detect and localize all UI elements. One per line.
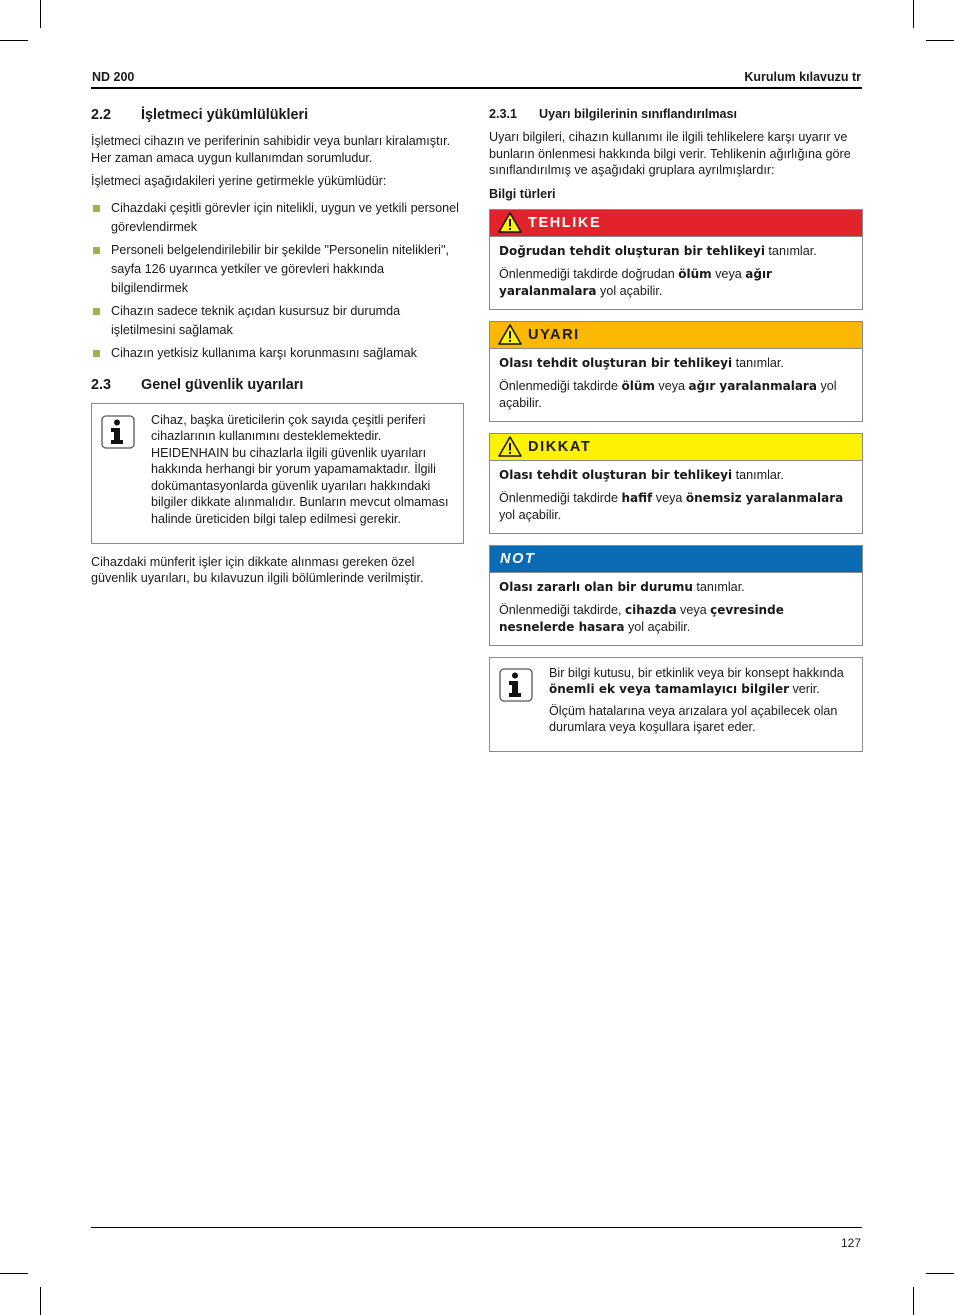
section-number: 2.3 <box>91 376 112 393</box>
hazard-consequence: Önlenmediği takdirde ölüm veya ağır yaralanmalara yol açabilir. <box>499 378 837 410</box>
paragraph: İşletmeci cihazın ve periferinin sahibidir veya bunları kiralamıştır. Her zaman amaca uygun kullanımdan sorumludur. <box>91 134 451 165</box>
signal-word: DIKKAT <box>528 438 592 455</box>
left-column <box>91 107 464 594</box>
subsection-heading <box>489 107 863 121</box>
hazard-consequence: Önlenmediği takdirde doğrudan ölüm veya ağır yaralanmalara yol açabilir. <box>499 266 772 298</box>
warning-triangle-icon <box>498 436 522 457</box>
info-box <box>489 657 863 752</box>
info-box <box>91 403 464 544</box>
caution-box <box>489 433 863 534</box>
signal-word: TEHLIKE <box>528 214 602 231</box>
crop-mark <box>0 1273 28 1274</box>
notice-bar <box>490 546 862 573</box>
header-doc-title: Kurulum kılavuzu tr <box>744 70 861 84</box>
crop-mark <box>40 0 41 28</box>
info-text: Cihaz, başka üreticilerin çok sayıda çeşitli periferi cihazlarının kullanımını desteklemektedir. HEIDENHAIN bu cihazlarla ilgili güvenlik uyarıları hakkında herhangi bir yorum yapamamaktadır. İlgili dokümantasyonlarda güvenlik uyarıları hakkındaki bilgiler dikkate alınmalıdır. Bunların mevcut olmaması halinde üreticiden bilgi talep edilmesi gerekir. <box>151 412 449 527</box>
warning-triangle-icon <box>498 324 522 345</box>
list-item: Cihazın yetkisiz kullanıma karşı korunmasını sağlamak <box>91 344 464 363</box>
warning-box <box>489 321 863 422</box>
info-text: Ölçüm hatalarına veya arızalara yol açabilecek olan durumlara veya koşullara işaret eder. <box>549 703 838 735</box>
info-text: Bir bilgi kutusu, bir etkinlik veya bir konsept hakkında önemli ek veya tamamlayıcı bilgiler verir. <box>549 665 844 697</box>
page-number: 127 <box>840 1236 861 1250</box>
paragraph: Uyarı bilgileri, cihazın kullanımı ile ilgili tehlikelere karşı uyarır ve bunların önlenmesi hakkında bilgi verir. Tehlikenin ağırlığına göre sınıflandırılmış ve aşağıdaki gruplara ayrılmışlardır: <box>489 130 851 177</box>
header-rule <box>91 87 862 89</box>
header-product: ND 200 <box>92 70 135 84</box>
bullet-square-icon <box>93 247 100 254</box>
notice-box <box>489 545 863 646</box>
signal-word: NOT <box>500 550 536 567</box>
crop-mark <box>0 40 28 41</box>
obligation-list <box>91 199 464 363</box>
caution-bar <box>490 434 862 461</box>
info-icon <box>101 415 135 449</box>
hazard-consequence: Önlenmediği takdirde, cihazda veya çevresinde nesnelerde hasara yol açabilir. <box>499 602 784 634</box>
crop-mark <box>913 0 914 28</box>
crop-mark <box>40 1287 41 1315</box>
section-heading <box>91 107 464 123</box>
paragraph: İşletmeci aşağıdakileri yerine getirmekle yükümlüdür: <box>91 174 387 188</box>
info-icon <box>499 668 533 702</box>
section-number: 2.2 <box>91 107 112 123</box>
bullet-square-icon <box>93 205 100 212</box>
list-item: Cihazdaki çeşitli görevler için nitelikli, uygun ve yetkili personel görevlendirmek <box>91 199 464 237</box>
paragraph: Cihazdaki münferit işler için dikkate alınması gereken özel güvenlik uyarıları, bu kılavuzun ilgili bölümlerinde verilmiştir. <box>91 554 424 586</box>
bullet-square-icon <box>93 350 100 357</box>
warning-triangle-icon <box>498 212 522 233</box>
section-title: Genel güvenlik uyarıları <box>141 376 304 393</box>
crop-mark <box>926 40 954 41</box>
crop-mark <box>913 1287 914 1315</box>
info-types-label: Bilgi türleri <box>489 186 556 201</box>
danger-box <box>489 209 863 310</box>
signal-word: UYARI <box>528 326 580 343</box>
hazard-description: Olası tehdit oluşturan bir tehlikeyi tanımlar. <box>499 467 784 482</box>
hazard-description: Olası zararlı olan bir durumu tanımlar. <box>499 579 745 594</box>
right-column <box>489 107 863 762</box>
hazard-description: Olası tehdit oluşturan bir tehlikeyi tanımlar. <box>499 355 784 370</box>
danger-bar <box>490 210 862 237</box>
bullet-square-icon <box>93 308 100 315</box>
section-title: İşletmeci yükümlülükleri <box>141 107 309 123</box>
subsection-number: 2.3.1 <box>489 107 518 121</box>
section-heading <box>91 377 464 393</box>
list-item: Personeli belgelendirilebilir bir şekilde "Personelin nitelikleri", sayfa 126 uyarınca yetkiler ve görevleri hakkında bilgilendirmek <box>91 241 464 298</box>
warning-bar <box>490 322 862 349</box>
hazard-consequence: Önlenmediği takdirde hafif veya önemsiz yaralanmalara yol açabilir. <box>499 490 844 522</box>
crop-mark <box>926 1273 954 1274</box>
footer-rule <box>91 1227 862 1228</box>
subsection-title: Uyarı bilgilerinin sınıflandırılması <box>539 107 738 121</box>
list-item: Cihazın sadece teknik açıdan kusursuz bir durumda işletilmesini sağlamak <box>91 302 464 340</box>
hazard-description: Doğrudan tehdit oluşturan bir tehlikeyi tanımlar. <box>499 243 817 258</box>
